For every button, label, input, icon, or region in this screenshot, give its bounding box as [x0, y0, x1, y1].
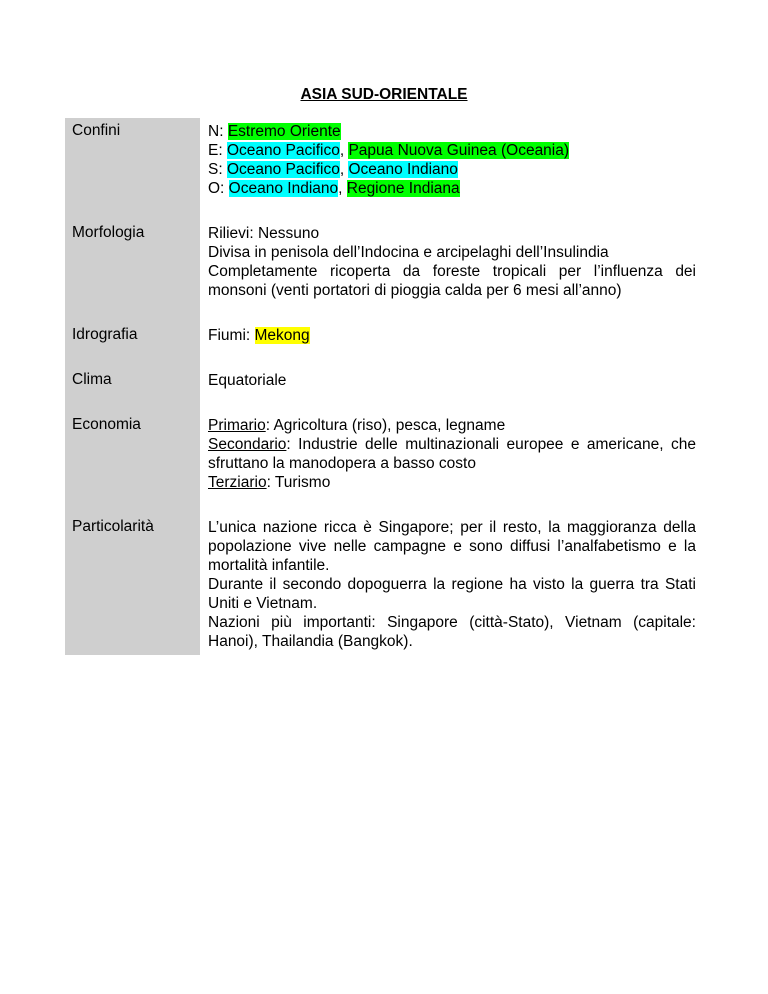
table-row-morfologia — [65, 220, 699, 300]
content-gap — [200, 300, 699, 322]
row-gap — [65, 390, 699, 412]
west-value-2: Regione Indiana — [346, 180, 460, 197]
prefix-west: O: — [208, 180, 229, 197]
row-content-clima: Equatoriale — [208, 372, 287, 389]
secondario-label: Secondario — [208, 436, 287, 453]
primario-label: Primario — [208, 417, 266, 434]
page-title: ASIA SUD-ORIENTALE — [300, 86, 468, 103]
row-label-morfologia: Morfologia — [65, 220, 200, 300]
particolarita-paragraph-1: L’unica nazione ricca è Singapore; per il resto, la maggioranza della popolazione vive nelle campagne e sono diffusi l’analfabetismo e la mortalità infantile. — [208, 519, 696, 574]
morfologia-line-2: Divisa in penisola dell’Indocina e arcipelaghi dell’Insulindia — [208, 244, 609, 261]
row-label-clima: Clima — [65, 367, 200, 390]
prefix-north: N: — [208, 123, 228, 140]
border-south — [208, 160, 696, 179]
table-row-economia — [65, 412, 699, 492]
east-value-1: Oceano Pacifico — [226, 142, 340, 159]
table-row-idrografia — [65, 322, 699, 345]
table-row-particolarita — [65, 514, 699, 655]
content-gap — [200, 198, 699, 220]
terziario-label: Terziario — [208, 474, 267, 491]
row-label-particolarita: Particolarità — [65, 514, 200, 655]
terziario-text: : Turismo — [266, 474, 331, 491]
content-gap — [200, 492, 699, 514]
border-east — [208, 141, 696, 160]
particolarita-paragraph-2: Durante il secondo dopoguerra la regione ha visto la guerra tra Stati Uniti e Vietnam. — [208, 576, 696, 612]
west-separator: , — [338, 180, 347, 197]
table-row-confini — [65, 118, 699, 198]
secondario-text: : Industrie delle multinazionali europee e americane, che sfruttano la manodopera a basso costo — [208, 436, 696, 472]
content-gap — [200, 345, 699, 367]
row-content-confini — [200, 118, 699, 198]
row-label-economia: Economia — [65, 412, 200, 492]
south-value-2: Oceano Indiano — [348, 161, 458, 178]
row-gap — [65, 300, 699, 322]
border-north — [208, 122, 696, 141]
rivers-prefix: Fiumi: — [208, 327, 255, 344]
economia-primario — [208, 416, 696, 435]
border-west — [208, 179, 696, 198]
economia-secondario — [208, 435, 696, 473]
row-content-idrografia — [200, 322, 699, 345]
row-label-confini: Confini — [65, 118, 200, 198]
table-row-clima — [65, 367, 699, 390]
morfologia-line-3: Completamente ricoperta da foreste tropicali per l’influenza dei monsoni (venti portatori di pioggia calda per 6 mesi all’anno) — [208, 263, 696, 299]
row-gap — [65, 345, 699, 367]
river-value: Mekong — [254, 327, 310, 344]
economia-terziario — [208, 473, 696, 492]
label-gap — [65, 300, 200, 322]
label-gap — [65, 390, 200, 412]
prefix-east: E: — [208, 142, 227, 159]
label-gap — [65, 492, 200, 514]
row-content-economia — [200, 412, 699, 492]
primario-text: : Agricoltura (riso), pesca, legname — [265, 417, 506, 434]
row-gap — [65, 198, 699, 220]
west-value-1: Oceano Indiano — [228, 180, 339, 197]
info-table — [65, 118, 699, 655]
north-value: Estremo Oriente — [227, 123, 341, 140]
particolarita-paragraph-3: Nazioni più importanti: Singapore (città-Stato), Vietnam (capitale: Hanoi), Thailandia (Bangkok). — [208, 614, 696, 650]
row-gap — [65, 492, 699, 514]
label-gap — [65, 198, 200, 220]
row-label-idrografia: Idrografia — [65, 322, 200, 345]
south-value-1: Oceano Pacifico — [226, 161, 340, 178]
morfologia-line-1: Rilievi: Nessuno — [208, 225, 320, 242]
row-content-particolarita — [200, 514, 699, 655]
content-gap — [200, 390, 699, 412]
prefix-south: S: — [208, 161, 227, 178]
east-value-2: Papua Nuova Guinea (Oceania) — [348, 142, 570, 159]
row-content-morfologia — [200, 220, 699, 300]
south-separator: , — [339, 161, 349, 178]
label-gap — [65, 345, 200, 367]
east-separator: , — [339, 142, 349, 159]
